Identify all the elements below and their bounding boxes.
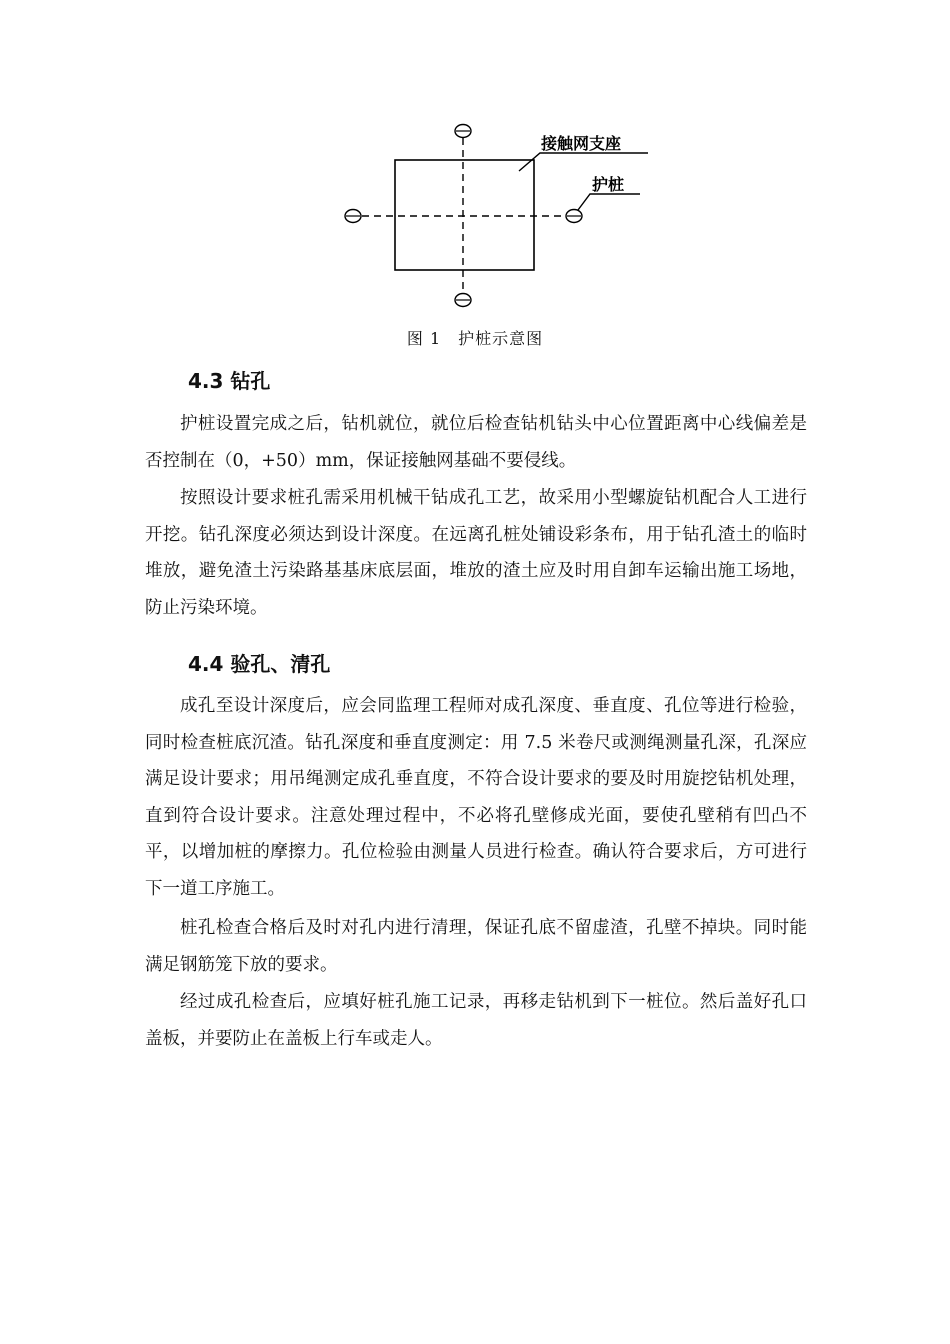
guard-pile-right	[566, 210, 582, 223]
guard-pile-bottom	[455, 294, 471, 307]
support-base-rect	[395, 160, 534, 270]
section-4-4-paragraph-2: 桩孔检查合格后及时对孔内进行清理，保证孔底不留虚渣，孔壁不掉块。同时能满足钢筋笼下放的要求。	[145, 918, 807, 975]
pile-label: 护桩	[592, 175, 625, 194]
pile-leader-line	[578, 194, 640, 210]
section-4-3-title: 4.3 钻孔	[188, 369, 271, 393]
support-label: 接触网支座	[541, 134, 622, 153]
section-4-4-title: 4.4 验孔、清孔	[188, 652, 331, 676]
section-4-3-paragraph-1: 护桩设置完成之后，钻机就位，就位后检查钻机钻头中心位置距离中心线偏差是否控制在（0，+50）mm，保证接触网基础不要侵线。	[145, 414, 807, 471]
section-4-4-paragraph-1: 成孔至设计深度后，应会同监理工程师对成孔深度、垂直度、孔位等进行检验，同时检查桩底沉渣。钻孔深度和垂直度测定：用 7.5 米卷尺或测绳测量孔深，孔深应满足设计要求；用吊绳测定成孔垂直度，不符合设计要求的要及时用旋挖钻机处理，直到符合设计要求。注意处理过程中，不必将孔壁修成光面，要使孔壁稍有凹凸不平，以增加桩的摩擦力。孔位检验由测量人员进行检查。确认符合要求后，方可进行下一道工序施工。	[145, 696, 807, 899]
section-4-4-paragraph-3: 经过成孔检查后，应填好桩孔施工记录，再移走钻机到下一桩位。然后盖好孔口盖板，并要防止在盖板上行车或走人。	[145, 992, 807, 1049]
pile-diagram	[0, 0, 950, 360]
guard-pile-top	[455, 125, 471, 138]
figure-caption: 图 1 护桩示意图	[406, 329, 544, 348]
section-4-3-paragraph-2: 按照设计要求桩孔需采用机械干钻成孔工艺，故采用小型螺旋钻机配合人工进行开挖。钻孔深度必须达到设计深度。在远离孔桩处铺设彩条布，用于钻孔渣土的临时堆放，避免渣土污染路基基床底层面，堆放的渣土应及时用自卸车运输出施工场地，防止污染环境。	[145, 488, 807, 618]
support-leader-line	[519, 153, 648, 171]
guard-pile-left	[345, 210, 361, 223]
